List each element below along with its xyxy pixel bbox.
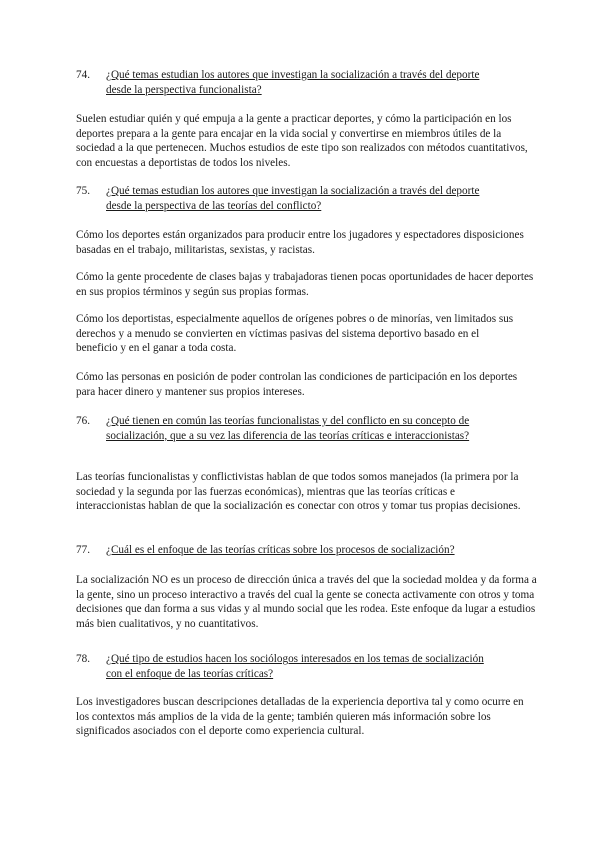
question-text: ¿Qué temas estudian los autores que investigan la socialización a través del deporte desde la perspectiva funcionalista? <box>106 69 480 96</box>
answer-paragraph: Cómo las personas en posición de poder controlan las condiciones de participación en los deportes para hacer dinero y mantener sus propios intereses. <box>76 371 518 398</box>
question-number: 76. <box>76 415 90 427</box>
answer-paragraph: Las teorías funcionalistas y conflictivistas hablan de que todos somos manejados (la primera por la sociedad y la segunda por las fuerzas económicas), mientras que las teorías críticas e interaccionistas hablan de que la socialización es conectar con otros y tomar tus propias decisiones. <box>76 471 521 513</box>
question-text: ¿Cuál es el enfoque de las teorías críticas sobre los procesos de socialización? <box>106 544 455 556</box>
answer-paragraph: Suelen estudiar quién y qué empuja a la gente a practicar deportes, y cómo la participación en los deportes prepara a la gente para encajar en la vida social y convertirse en miembros útiles de la sociedad a la que pertenecen. Muchos estudios de este tipo son realizados con métodos cuantitativos, con encuestas a deportistas de todos los niveles. <box>76 113 528 169</box>
answer-paragraph: Cómo los deportes están organizados para producir entre los jugadores y espectadores disposiciones basadas en el trabajo, militaristas, sexistas, y racistas. <box>76 229 524 256</box>
question-number: 75. <box>76 185 90 197</box>
question-text: ¿Qué tipo de estudios hacen los sociólogos interesados en los temas de socialización con el enfoque de las teorías críticas? <box>106 653 484 680</box>
answer-paragraph: Cómo la gente procedente de clases bajas y trabajadoras tienen pocas oportunidades de hacer deportes en sus propios términos y según sus propias formas. <box>76 271 534 298</box>
question-number: 77. <box>76 544 90 556</box>
answer-paragraph: Los investigadores buscan descripciones detalladas de la experiencia deportiva tal y como ocurre en los contextos más amplios de la vida de la gente; también quieren más información sobre los significados asociados con el deporte como experiencia cultural. <box>76 696 524 738</box>
question-text: ¿Qué tienen en común las teorías funcionalistas y del conflicto en su concepto de socialización, que a su vez las diferencia de las teorías críticas e interaccionistas? <box>106 415 470 442</box>
question-number: 78. <box>76 653 90 665</box>
answer-paragraph: Cómo los deportistas, especialmente aquellos de orígenes pobres o de minorías, ven limitados sus derechos y a menudo se convierten en víctimas pasivas del sistema deportivo basado en el beneficio y en el ganar a toda costa. <box>76 313 514 355</box>
question-text: ¿Qué temas estudian los autores que investigan la socialización a través del deporte desde la perspectiva de las teorías del conflicto? <box>106 185 480 212</box>
answer-paragraph: La socialización NO es un proceso de dirección única a través del que la sociedad moldea y da forma a la gente, sino un proceso interactivo a través del cual la gente se conecta activamente con otros y toma decisiones que dan forma a sus vidas y al mundo social que les rodea. Este enfoque da lugar a estudios más bien cualitativos, y no cuantitativos. <box>76 574 537 630</box>
question-number: 74. <box>76 69 90 81</box>
